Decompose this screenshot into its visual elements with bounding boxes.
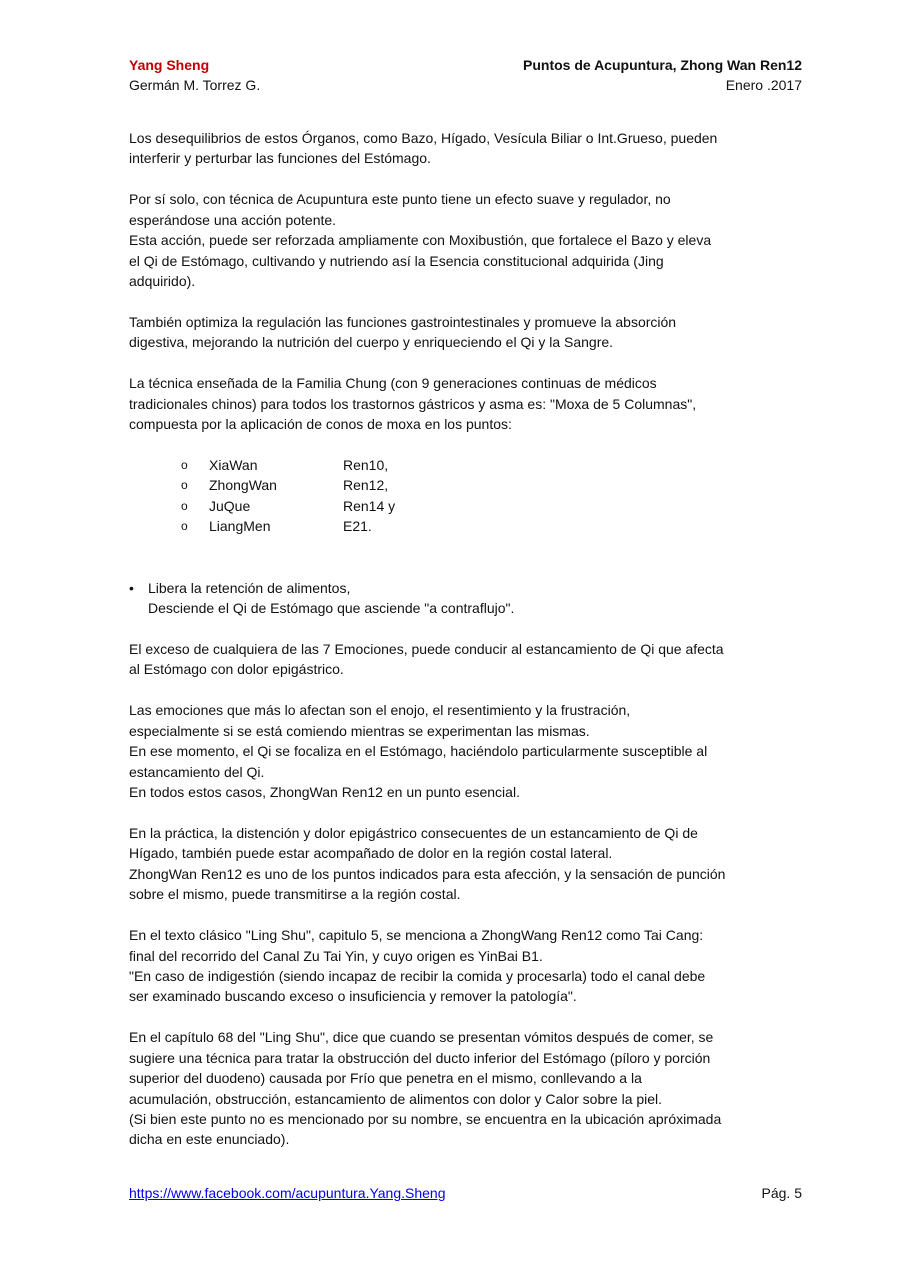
text-line: Hígado, también puede estar acompañado de dolor en la región costal lateral. xyxy=(129,845,613,862)
text-line: especialmente si se está comiendo mientras se experimentan las mismas. xyxy=(129,722,590,739)
text-line: Los desequilibrios de estos Órganos, como Bazo, Hígado, Vesícula Biliar o Int.Grueso, pueden xyxy=(129,130,718,146)
paragraph xyxy=(129,925,809,1007)
text-line: También optimiza la regulación las funciones gastrointestinales y promueve la absorción xyxy=(129,313,677,330)
text-line: En el capítulo 68 del "Ling Shu", dice que cuando se presentan vómitos después de comer, se xyxy=(129,1029,714,1046)
page-number: Pág. 5 xyxy=(761,1185,802,1201)
text-line: compuesta por la aplicación de conos de moxa en los puntos: xyxy=(129,416,512,433)
text-line: sugiere una técnica para tratar la obstrucción del ducto inferior del Estómago (píloro y porción xyxy=(129,1049,711,1066)
author: Germán M. Torrez G. xyxy=(129,77,261,93)
text-line: ser examinado buscando exceso o insuficiencia y remover la patología". xyxy=(129,988,577,1005)
text-line: superior del duodeno) causada por Frío que penetra en el mismo, conllevando a la xyxy=(129,1070,642,1087)
bullet-line: Desciende el Qi de Estómago que asciende "a contraflujo". xyxy=(148,600,515,617)
text-line: estancamiento del Qi. xyxy=(129,763,265,780)
bullet-item xyxy=(129,578,809,619)
paragraph xyxy=(129,1027,809,1150)
text-line: tradicionales chinos) para todos los trastornos gástricos y asma es: "Moxa de 5 Columnas", xyxy=(129,395,697,412)
text-line: En ese momento, el Qi se focaliza en el Estómago, haciéndolo particularmente susceptible al xyxy=(129,743,708,760)
brand-name: Yang Sheng xyxy=(129,57,210,73)
text-line: al Estómago con dolor epigástrico. xyxy=(129,661,344,678)
text-line: Por sí solo, con técnica de Acupuntura este punto tiene un efecto suave y regulador, no xyxy=(129,191,671,208)
text-line: Las emociones que más lo afectan son el enojo, el resentimiento y la frustración, xyxy=(129,702,631,719)
text-line: En el texto clásico "Ling Shu", capitulo 5, se menciona a ZhongWang Ren12 como Tai Cang: xyxy=(129,927,704,944)
point-name: ZhongWan xyxy=(209,477,277,494)
page-header xyxy=(129,55,802,95)
text-line: ZhongWan Ren12 es uno de los puntos indicados para esta afección, y la sensación de punción xyxy=(129,865,726,882)
text-line: El exceso de cualquiera de las 7 Emociones, puede conducir al estancamiento de Qi que afecta xyxy=(129,640,724,657)
point-name: JuQue xyxy=(209,497,251,514)
list-marker: o xyxy=(181,458,188,472)
date: Enero .2017 xyxy=(725,77,802,93)
paragraph xyxy=(129,312,809,353)
text-line: "En caso de indigestión (siendo incapaz de recibir la comida y procesarla) todo el canal debe xyxy=(129,967,706,984)
point-code: Ren10, xyxy=(343,457,389,473)
text-line: En todos estos casos, ZhongWan Ren12 en un punto esencial. xyxy=(129,784,520,801)
text-line: Esta acción, puede ser reforzada ampliamente con Moxibustión, que fortalece el Bazo y eleva xyxy=(129,232,712,249)
bullet-line: Libera la retención de alimentos, xyxy=(148,579,351,596)
paragraph xyxy=(129,823,809,905)
point-item xyxy=(129,475,809,495)
point-item xyxy=(129,516,809,536)
point-code: Ren14 y xyxy=(343,497,396,514)
point-code: Ren12, xyxy=(343,477,389,494)
point-name: XiaWan xyxy=(209,457,258,473)
bullet-marker: • xyxy=(129,579,134,596)
point-item xyxy=(129,455,809,475)
text-line: adquirido). xyxy=(129,273,196,290)
text-line: (Si bien este punto no es mencionado por su nombre, se encuentra en la ubicación apróximada xyxy=(129,1111,722,1128)
point-name: LiangMen xyxy=(209,518,271,535)
text-line: sobre el mismo, puede transmitirse a la región costal. xyxy=(129,886,461,903)
list-marker: o xyxy=(181,498,188,513)
text-line: interferir y perturbar las funciones del Estómago. xyxy=(129,150,431,167)
text-line: digestiva, mejorando la nutrición del cuerpo y enriqueciendo el Qi y la Sangre. xyxy=(129,334,614,351)
page-footer xyxy=(129,1185,802,1201)
point-item xyxy=(129,496,809,516)
points-list xyxy=(129,455,809,537)
facebook-link[interactable]: https://www.facebook.com/acupuntura.Yang.Sheng xyxy=(129,1185,446,1201)
document-body xyxy=(129,128,809,1170)
text-line: el Qi de Estómago, cultivando y nutriendo así la Esencia constitucional adquirida (Jing xyxy=(129,252,664,269)
paragraph xyxy=(129,189,809,291)
text-line: final del recorrido del Canal Zu Tai Yin, y cuyo origen es YinBai B1. xyxy=(129,947,543,964)
text-line: En la práctica, la distención y dolor epigástrico consecuentes de un estancamiento de Qi de xyxy=(129,824,698,841)
text-line: dicha en este enunciado). xyxy=(129,1131,290,1148)
paragraph xyxy=(129,128,809,169)
list-marker: o xyxy=(181,519,188,534)
paragraph xyxy=(129,639,809,680)
paragraph xyxy=(129,700,809,802)
text-line: esperándose una acción potente. xyxy=(129,211,337,228)
paragraph xyxy=(129,373,809,434)
text-line: acumulación, obstrucción, estancamiento de alimentos con dolor y Calor sobre la piel. xyxy=(129,1090,663,1107)
document-title: Puntos de Acupuntura, Zhong Wan Ren12 xyxy=(523,57,802,73)
point-code: E21. xyxy=(343,518,372,535)
text-line: La técnica enseñada de la Familia Chung (con 9 generaciones continuas de médicos xyxy=(129,375,657,392)
list-marker: o xyxy=(181,478,188,493)
